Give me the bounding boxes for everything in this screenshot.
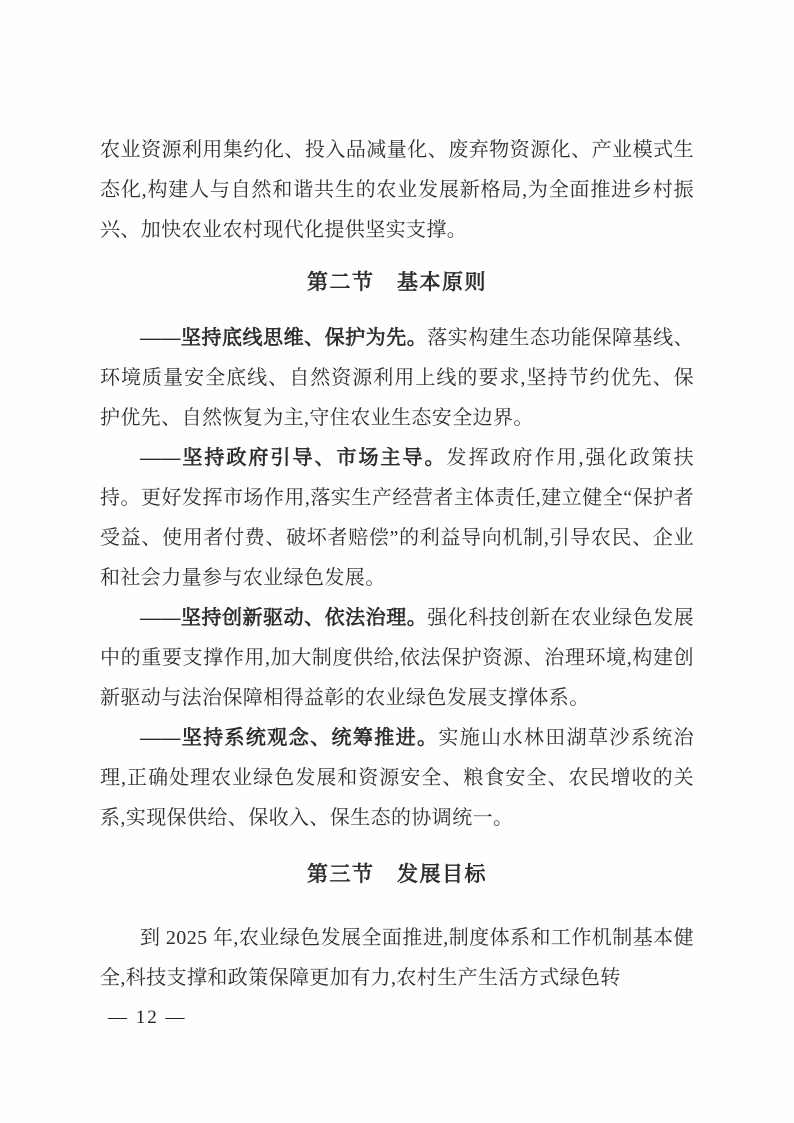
principle-text-baseline: 落实构建生态功能保障基线、环境质量安全底线、自然资源利用上线的要求,坚持节约优先、保护优先、自然恢复为主,守住农业生态安全边界。 bbox=[100, 327, 694, 429]
goals-paragraph: 到 2025 年,农业绿色发展全面推进,制度体系和工作机制基本健全,科技支撑和政策保障更加有力,农村生产生活方式绿色转 bbox=[100, 927, 694, 989]
principle-paragraph-system bbox=[100, 718, 694, 838]
principle-lead-baseline: ——坚持底线思维、保护为先。 bbox=[140, 327, 428, 349]
principle-text-government: 发挥政府作用,强化政策扶持。更好发挥市场作用,落实生产经营者主体责任,建立健全“保护者受益、使用者付费、破坏者赔偿”的利益导向机制,引导农民、企业和社会力量参与农业绿色发展。 bbox=[100, 447, 694, 589]
principle-paragraph-baseline bbox=[100, 318, 694, 438]
principle-lead-innovation: ——坚持创新驱动、依法治理。 bbox=[140, 607, 428, 629]
principle-paragraph-innovation bbox=[100, 598, 694, 718]
section2-heading: 第二节 基本原则 bbox=[307, 270, 487, 294]
principle-text-system: 实施山水林田湖草沙系统治理,正确处理农业绿色发展和资源安全、粮食安全、农民增收的关系,实现保供给、保收入、保生态的协调统一。 bbox=[100, 727, 694, 829]
principle-paragraph-government bbox=[100, 438, 694, 598]
principle-lead-system: ——坚持系统观念、统筹推进。 bbox=[140, 727, 439, 749]
section3-heading: 第三节 发展目标 bbox=[307, 862, 487, 886]
page-number-footer: — 12 — bbox=[108, 1007, 187, 1028]
intro-paragraph: 农业资源利用集约化、投入品减量化、废弃物资源化、产业模式生态化,构建人与自然和谐共生的农业发展新格局,为全面推进乡村振兴、加快农业农村现代化提供坚实支撑。 bbox=[100, 139, 694, 241]
principle-lead-government: ——坚持政府引导、市场主导。 bbox=[140, 447, 447, 469]
principle-text-innovation: 强化科技创新在农业绿色发展中的重要支撑作用,加大制度供给,依法保护资源、治理环境,构建创新驱动与法治保障相得益彰的农业绿色发展支撑体系。 bbox=[100, 607, 694, 709]
